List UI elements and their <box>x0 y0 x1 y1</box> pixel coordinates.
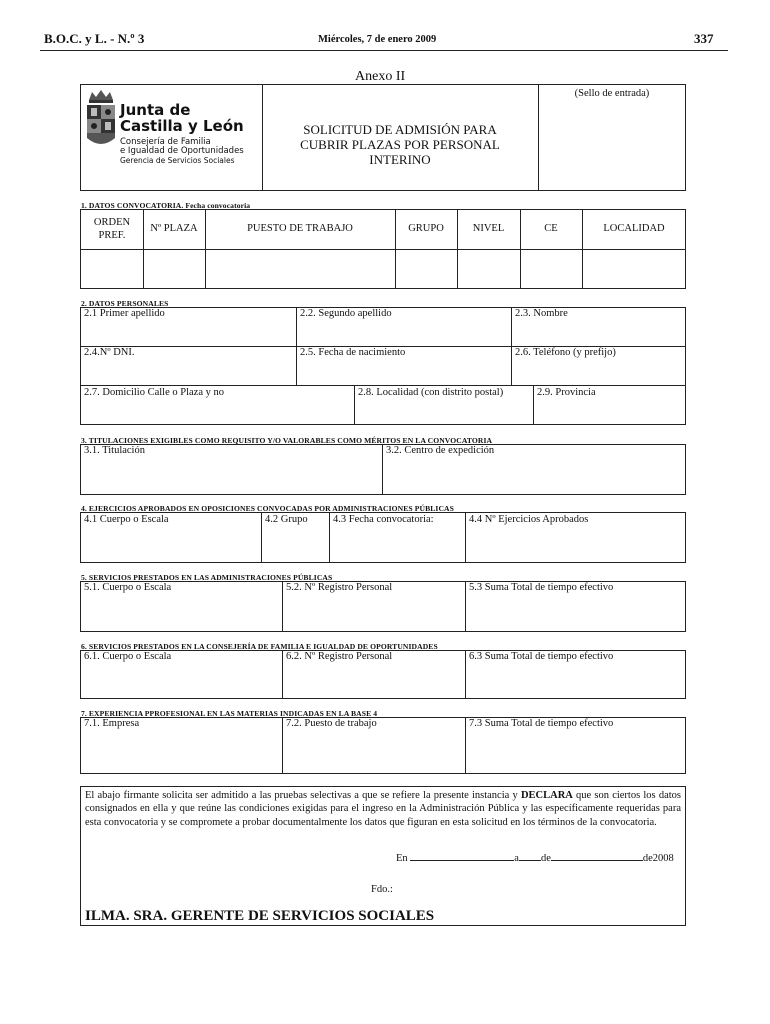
place-date-line <box>396 849 674 864</box>
logo-line-3: Consejería de Familia <box>120 137 211 147</box>
bulletin-header-date: Miércoles, 7 de enero 2009 <box>318 34 437 45</box>
field-localidad[interactable]: 2.8. Localidad (con distrito postal) <box>358 387 504 398</box>
field-fecha-convocatoria[interactable]: 4.3 Fecha convocatoria: <box>333 514 434 525</box>
signature-label: Fdo.: <box>371 884 393 895</box>
field-telefono[interactable]: 2.6. Teléfono (y prefijo) <box>515 347 616 358</box>
input-puesto[interactable] <box>206 250 394 288</box>
annex-title: Anexo II <box>355 69 406 84</box>
input-nivel[interactable] <box>458 250 519 288</box>
day-input[interactable] <box>519 849 541 861</box>
field-cuerpo-escala-6[interactable]: 6.1. Cuerpo o Escala <box>84 651 172 662</box>
section-2-table <box>80 307 686 425</box>
year-label: de2008 <box>642 853 674 864</box>
field-tiempo-efectivo-7[interactable]: 7.3 Suma Total de tiempo efectivo <box>469 718 614 729</box>
signature-input[interactable] <box>400 880 680 898</box>
col-header-plaza: Nº PLAZA <box>150 223 198 234</box>
section-4-title: 4. EJERCICIOS APROBADOS EN OPOSICIONES CONVOCADAS POR ADMINISTRACIONES PÚBLICAS <box>81 504 454 513</box>
field-domicilio[interactable]: 2.7. Domicilio Calle o Plaza y no <box>84 387 224 398</box>
logo-line-2: Castilla y León <box>120 117 244 135</box>
field-dni[interactable]: 2.4.Nº DNI. <box>84 347 135 358</box>
day-label: a <box>514 853 519 864</box>
declaration-text <box>85 789 681 829</box>
declaration-keyword: DECLARA <box>520 790 573 801</box>
field-ejercicios-aprobados[interactable]: 4.4 Nº Ejercicios Aprobados <box>469 514 589 525</box>
col-header-orden: ORDEN PREF. <box>93 217 131 241</box>
bulletin-header-left: B.O.C. y L. - N.º 3 <box>44 31 145 46</box>
field-provincia[interactable]: 2.9. Provincia <box>537 387 596 398</box>
entry-stamp-label: (Sello de entrada) <box>574 88 650 99</box>
declaration-text-end: que son ciertos los datos consignados en ella y que reúne las condiciones exigidas para el ingreso en la Administración Pública y las específicamente requeridas para esta convocatoria y se compromete a probar documentalmente los datos que figuran en esta solicitud en los términos de la convocatoria. <box>85 790 681 828</box>
declaration-text-start: El abajo firmante solicita ser admitido a las pruebas selectivas a que se refiere la presente instancia y <box>85 790 521 801</box>
col-header-nivel: NIVEL <box>472 223 505 234</box>
field-grupo-4[interactable]: 4.2 Grupo <box>265 514 308 525</box>
logo-line-5: Gerencia de Servicios Sociales <box>120 156 235 165</box>
section-6-title: 6. SERVICIOS PRESTADOS EN LA CONSEJERÍA DE FAMILIA E IGUALDAD DE OPORTUNIDADES <box>81 642 438 651</box>
form-title-line-1: SOLICITUD DE ADMISIÓN PARA <box>303 122 497 137</box>
field-tiempo-efectivo-5[interactable]: 5.3 Suma Total de tiempo efectivo <box>469 582 614 593</box>
form-title-line-2: CUBRIR PLAZAS POR PERSONAL <box>300 137 500 152</box>
form-title-line-3: INTERINO <box>369 152 431 167</box>
header-rule <box>40 50 728 51</box>
field-registro-personal-6[interactable]: 6.2. Nº Registro Personal <box>286 651 393 662</box>
field-fecha-nacimiento[interactable]: 2.5. Fecha de nacimiento <box>300 347 406 358</box>
field-segundo-apellido[interactable]: 2.2. Segundo apellido <box>300 308 392 319</box>
input-plaza[interactable] <box>144 250 204 288</box>
section-5-title: 5. SERVICIOS PRESTADOS EN LAS ADMINISTRACIONES PÚBLICAS <box>81 573 333 582</box>
month-label: de <box>540 853 551 864</box>
field-cuerpo-escala-4[interactable]: 4.1 Cuerpo o Escala <box>84 514 169 525</box>
section-1-title: 1. DATOS CONVOCATORIA. Fecha convocatoria <box>81 201 251 210</box>
section-3-table <box>80 444 686 495</box>
form-title <box>262 122 538 167</box>
field-centro-expedicion[interactable]: 3.2. Centro de expedición <box>386 445 495 456</box>
field-nombre[interactable]: 2.3. Nombre <box>515 308 568 319</box>
section-7-title: 7. EXPERIENCIA PPROFESIONAL EN LAS MATERIAS INDICADAS EN LA BASE 4 <box>81 709 378 718</box>
field-tiempo-efectivo-6[interactable]: 6.3 Suma Total de tiempo efectivo <box>469 651 614 662</box>
month-input[interactable] <box>551 849 643 861</box>
input-orden[interactable] <box>81 250 142 288</box>
section-3-title: 3. TITULACIONES EXIGIBLES COMO REQUISITO Y/O VALORABLES COMO MÉRITOS EN LA CONVOCATORIA <box>81 436 493 445</box>
col-header-localidad: LOCALIDAD <box>603 223 665 234</box>
col-header-puesto: PUESTO DE TRABAJO <box>247 223 353 234</box>
input-ce[interactable] <box>521 250 581 288</box>
input-grupo[interactable] <box>396 250 456 288</box>
input-localidad[interactable] <box>583 250 685 288</box>
addressee: ILMA. SRA. GERENTE DE SERVICIOS SOCIALES <box>85 908 435 924</box>
logo-line-1: Junta de <box>120 101 191 119</box>
field-titulacion[interactable]: 3.1. Titulación <box>84 445 145 456</box>
field-primer-apellido[interactable]: 2.1 Primer apellido <box>84 308 165 319</box>
field-empresa[interactable]: 7.1. Empresa <box>84 718 140 729</box>
col-header-ce: CE <box>544 223 558 234</box>
junta-logo <box>84 88 254 168</box>
place-label: En <box>396 853 408 864</box>
castilla-leon-crest-icon <box>84 88 118 154</box>
bulletin-page-number: 337 <box>694 31 714 46</box>
logo-line-4: e Igualdad de Oportunidades <box>120 146 244 156</box>
col-header-grupo: GRUPO <box>408 223 444 234</box>
field-registro-personal-5[interactable]: 5.2. Nº Registro Personal <box>286 582 393 593</box>
section-2-title: 2. DATOS PERSONALES <box>81 299 169 308</box>
place-input[interactable] <box>410 849 514 861</box>
field-puesto-trabajo-7[interactable]: 7.2. Puesto de trabajo <box>286 718 377 729</box>
field-cuerpo-escala-5[interactable]: 5.1. Cuerpo o Escala <box>84 582 172 593</box>
